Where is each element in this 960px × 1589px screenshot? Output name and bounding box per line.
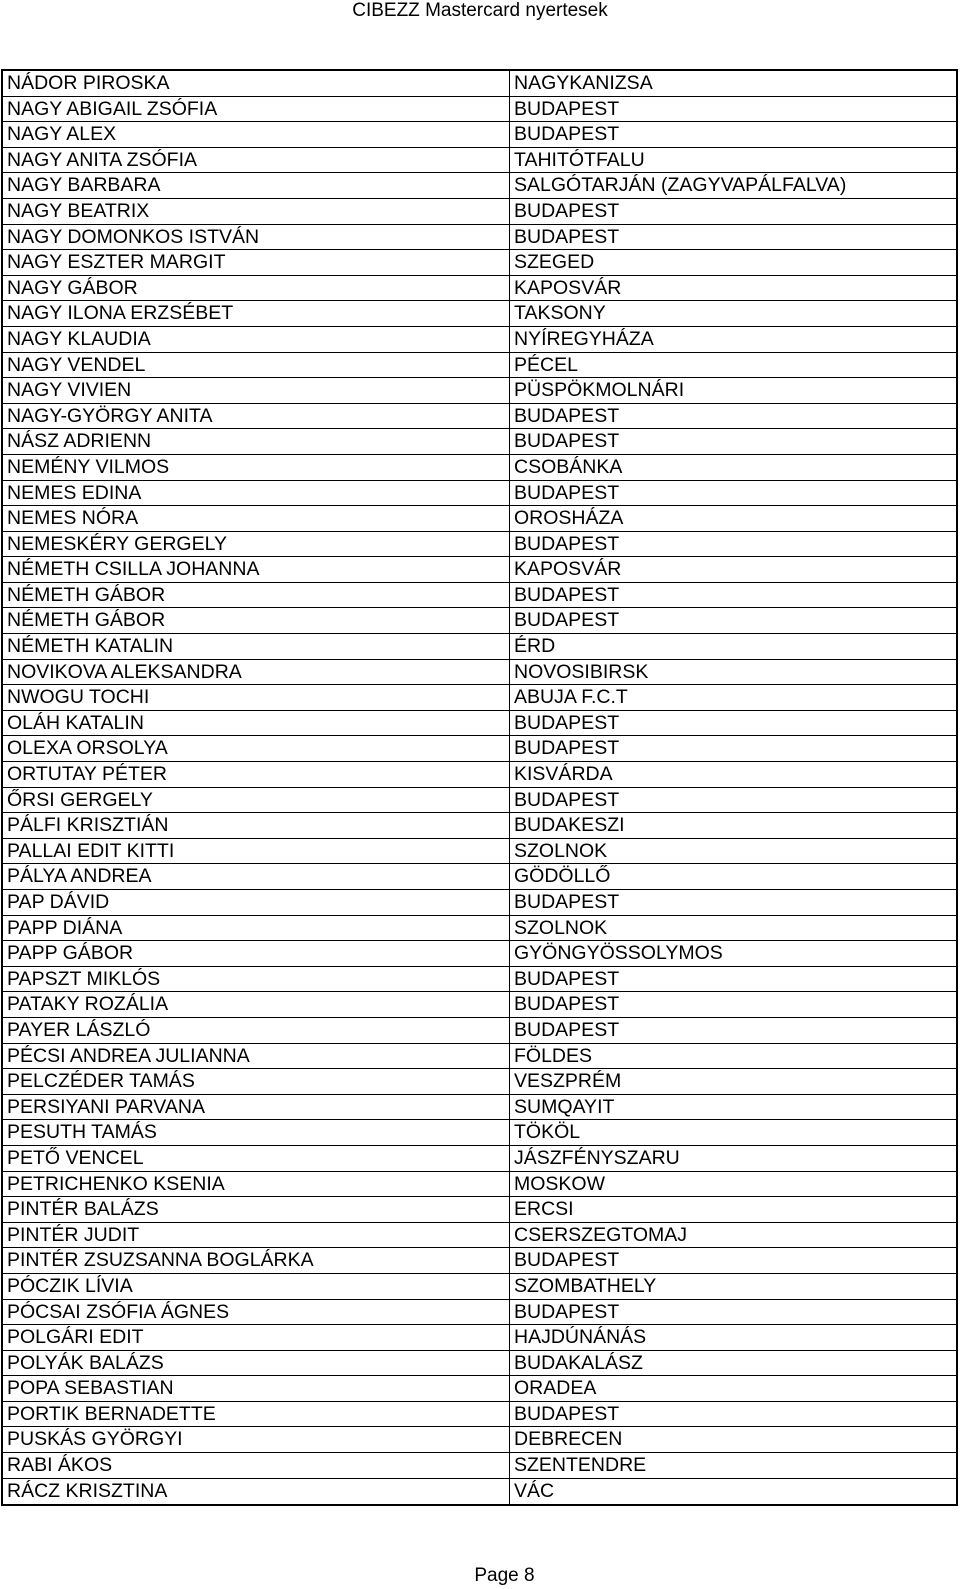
winner-name-cell: PATAKY ROZÁLIA (3, 992, 510, 1017)
winner-city-cell: BUDAPEST (514, 1018, 620, 1041)
table-row (3, 890, 956, 916)
winner-name-cell: OLEXA ORSOLYA (3, 736, 510, 761)
winner-city-cell: BUDAPEST (514, 711, 620, 734)
winner-city-cell: JÁSZFÉNYSZARU (514, 1146, 680, 1169)
winner-name-cell: PERSIYANI PARVANA (3, 1095, 510, 1120)
table-row (3, 992, 956, 1018)
winner-city-cell: BUDAPEST (514, 1300, 620, 1323)
table-row (3, 839, 956, 865)
table-row (3, 1402, 956, 1428)
table-row (3, 608, 956, 634)
table-row (3, 788, 956, 814)
winner-city-cell: BUDAPEST (514, 430, 620, 453)
winner-city-cell: TAHITÓTFALU (514, 148, 645, 171)
table-row (3, 1044, 956, 1070)
winner-name-cell: PETRICHENKO KSENIA (3, 1172, 510, 1197)
winner-name-cell: NAGY DOMONKOS ISTVÁN (3, 225, 510, 250)
winner-name-cell: PALLAI EDIT KITTI (3, 839, 510, 864)
table-row (3, 941, 956, 967)
winner-name-cell: NAGY-GYÖRGY ANITA (3, 404, 510, 429)
winner-name-cell: PÉCSI ANDREA JULIANNA (3, 1044, 510, 1069)
winner-name-cell: PAPSZT MIKLÓS (3, 967, 510, 992)
table-row (3, 967, 956, 993)
winner-name-cell: POLYÁK BALÁZS (3, 1351, 510, 1376)
winner-city-cell: SALGÓTARJÁN (ZAGYVAPÁLFALVA) (514, 174, 847, 197)
winner-name-cell: RÁCZ KRISZTINA (3, 1479, 510, 1505)
winner-name-cell: ORTUTAY PÉTER (3, 762, 510, 787)
table-row (3, 1248, 956, 1274)
winner-city-cell: BUDAPEST (514, 199, 620, 222)
winner-name-cell: NAGY ALEX (3, 122, 510, 147)
table-row (3, 813, 956, 839)
winner-name-cell: PÁLYA ANDREA (3, 864, 510, 889)
table-row (3, 557, 956, 583)
table-row (3, 1018, 956, 1044)
winner-city-cell: HAJDÚNÁNÁS (514, 1326, 647, 1349)
table-row (3, 1197, 956, 1223)
winner-name-cell: PINTÉR JUDIT (3, 1223, 510, 1248)
winner-name-cell: NOVIKOVA ALEKSANDRA (3, 660, 510, 685)
winner-city-cell: DEBRECEN (514, 1428, 623, 1451)
table-row (3, 429, 956, 455)
winner-city-cell: KAPOSVÁR (514, 558, 622, 581)
table-row (3, 1325, 956, 1351)
winner-city-cell: TÖKÖL (514, 1121, 581, 1144)
winner-city-cell: FÖLDES (514, 1044, 593, 1067)
winner-city-cell: BUDAPEST (514, 123, 620, 146)
winner-name-cell: NEMÉNY VILMOS (3, 455, 510, 480)
winner-name-cell: NÉMETH GÁBOR (3, 583, 510, 608)
table-row (3, 1300, 956, 1326)
table-row (3, 1146, 956, 1172)
winner-city-cell: BUDAPEST (514, 481, 620, 504)
winner-name-cell: NÁDOR PIROSKA (3, 71, 510, 96)
table-row (3, 250, 956, 276)
winner-name-cell: OLÁH KATALIN (3, 711, 510, 736)
winner-name-cell: NAGY BARBARA (3, 173, 510, 198)
winner-name-cell: NEMES NÓRA (3, 506, 510, 531)
winner-city-cell: KISVÁRDA (514, 763, 613, 786)
winner-name-cell: RABI ÁKOS (3, 1453, 510, 1478)
winner-city-cell: BUDAPEST (514, 737, 620, 760)
winner-city-cell: PÜSPÖKMOLNÁRI (514, 379, 685, 402)
table-row (3, 455, 956, 481)
winner-city-cell: OROSHÁZA (514, 507, 624, 530)
table-row (3, 199, 956, 225)
table-row (3, 148, 956, 174)
winner-name-cell: NÉMETH GÁBOR (3, 608, 510, 633)
winner-name-cell: PINTÉR ZSUZSANNA BOGLÁRKA (3, 1248, 510, 1273)
winner-name-cell: NEMESKÉRY GERGELY (3, 532, 510, 557)
table-row (3, 736, 956, 762)
winner-name-cell: NAGY BEATRIX (3, 199, 510, 224)
winner-name-cell: NWOGU TOCHI (3, 685, 510, 710)
table-row (3, 864, 956, 890)
table-row (3, 1427, 956, 1453)
winner-name-cell: NAGY ANITA ZSÓFIA (3, 148, 510, 173)
table-row (3, 1479, 956, 1505)
winner-city-cell: VÁC (514, 1479, 555, 1502)
winner-city-cell: PÉCEL (514, 353, 578, 376)
winner-city-cell: SZEGED (514, 251, 595, 274)
winner-name-cell: NAGY ESZTER MARGIT (3, 250, 510, 275)
winner-name-cell: PAPP DIÁNA (3, 916, 510, 941)
winner-name-cell: PAYER LÁSZLÓ (3, 1018, 510, 1043)
winner-city-cell: TAKSONY (514, 302, 606, 325)
table-row (3, 660, 956, 686)
winners-table (1, 69, 958, 1506)
table-row (3, 685, 956, 711)
winner-name-cell: POPA SEBASTIAN (3, 1376, 510, 1401)
winner-city-cell: BUDAPEST (514, 532, 620, 555)
winner-name-cell: NAGY KLAUDIA (3, 327, 510, 352)
winner-name-cell: PUSKÁS GYÖRGYI (3, 1427, 510, 1452)
page-number: Page 8 (474, 1565, 535, 1586)
winner-city-cell: SZOLNOK (514, 839, 608, 862)
table-row (3, 1351, 956, 1377)
winner-city-cell: BUDAPEST (514, 609, 620, 632)
winner-city-cell: BUDAPEST (514, 404, 620, 427)
winner-name-cell: PESUTH TAMÁS (3, 1120, 510, 1145)
winner-city-cell: SZENTENDRE (514, 1454, 647, 1477)
winner-city-cell: KAPOSVÁR (514, 276, 622, 299)
winner-city-cell: SUMQAYIT (514, 1095, 615, 1118)
winner-city-cell: ERCSI (514, 1198, 574, 1221)
winner-city-cell: MOSKOW (514, 1172, 605, 1195)
winner-city-cell: BUDAPEST (514, 225, 620, 248)
table-row (3, 173, 956, 199)
table-row (3, 532, 956, 558)
winner-name-cell: NÉMETH KATALIN (3, 634, 510, 659)
winner-city-cell: BUDAPEST (514, 1402, 620, 1425)
winner-city-cell: SZOLNOK (514, 916, 608, 939)
winner-city-cell: SZOMBATHELY (514, 1274, 657, 1297)
winner-name-cell: PORTIK BERNADETTE (3, 1402, 510, 1427)
winner-name-cell: NÁSZ ADRIENN (3, 429, 510, 454)
winner-name-cell: NAGY GÁBOR (3, 276, 510, 301)
winner-city-cell: BUDAPEST (514, 1249, 620, 1272)
table-row (3, 378, 956, 404)
winner-city-cell: NYÍREGYHÁZA (514, 327, 654, 350)
winner-city-cell: GÖDÖLLŐ (514, 865, 611, 888)
winner-city-cell: CSERSZEGTOMAJ (514, 1223, 687, 1246)
winner-city-cell: NAGYKANIZSA (514, 72, 653, 94)
winner-city-cell: BUDAKESZI (514, 814, 625, 837)
winner-city-cell: VESZPRÉM (514, 1070, 622, 1093)
winner-name-cell: PÓCSAI ZSÓFIA ÁGNES (3, 1300, 510, 1325)
table-row (3, 762, 956, 788)
table-row (3, 353, 956, 379)
winner-city-cell: BUDAPEST (514, 583, 620, 606)
winner-name-cell: NÉMETH CSILLA JOHANNA (3, 557, 510, 582)
winner-name-cell: PÓCZIK LÍVIA (3, 1274, 510, 1299)
table-row (3, 583, 956, 609)
winner-name-cell: PAP DÁVID (3, 890, 510, 915)
page-header: CIBEZZ Mastercard nyertesek (352, 0, 608, 21)
table-row (3, 1453, 956, 1479)
table-row (3, 481, 956, 507)
winner-city-cell: GYÖNGYÖSSOLYMOS (514, 942, 723, 965)
winner-city-cell: BUDAPEST (514, 97, 620, 120)
table-row (3, 1223, 956, 1249)
winner-name-cell: PETŐ VENCEL (3, 1146, 510, 1171)
winner-city-cell: CSOBÁNKA (514, 455, 623, 478)
winner-name-cell: PÁLFI KRISZTIÁN (3, 813, 510, 838)
table-row (3, 327, 956, 353)
table-row (3, 916, 956, 942)
winner-city-cell: BUDAPEST (514, 967, 620, 990)
winner-name-cell: NAGY ILONA ERZSÉBET (3, 301, 510, 326)
table-row (3, 301, 956, 327)
table-row (3, 1376, 956, 1402)
winner-city-cell: NOVOSIBIRSK (514, 660, 649, 683)
winner-city-cell: BUDAPEST (514, 788, 620, 811)
winner-city-cell: BUDAPEST (514, 993, 620, 1016)
table-row (3, 1120, 956, 1146)
table-row (3, 71, 956, 97)
table-row (3, 1274, 956, 1300)
table-row (3, 506, 956, 532)
winner-city-cell: ÉRD (514, 635, 556, 658)
table-row (3, 276, 956, 302)
table-row (3, 1172, 956, 1198)
table-row (3, 97, 956, 123)
winner-name-cell: NAGY VIVIEN (3, 378, 510, 403)
table-row (3, 1095, 956, 1121)
winner-city-cell: ABUJA F.C.T (514, 686, 628, 709)
table-row (3, 404, 956, 430)
winner-name-cell: PAPP GÁBOR (3, 941, 510, 966)
winner-name-cell: PELCZÉDER TAMÁS (3, 1069, 510, 1094)
winner-name-cell: ŐRSI GERGELY (3, 788, 510, 813)
table-row (3, 122, 956, 148)
winner-name-cell: POLGÁRI EDIT (3, 1325, 510, 1350)
table-row (3, 634, 956, 660)
winner-city-cell: BUDAPEST (514, 891, 620, 913)
winner-city-cell: BUDAKALÁSZ (514, 1351, 643, 1374)
winner-name-cell: PINTÉR BALÁZS (3, 1197, 510, 1222)
table-row (3, 225, 956, 251)
winner-city-cell: ORADEA (514, 1377, 597, 1400)
winner-name-cell: NAGY VENDEL (3, 353, 510, 378)
winner-name-cell: NEMES EDINA (3, 481, 510, 506)
table-row (3, 711, 956, 737)
table-row (3, 1069, 956, 1095)
winner-name-cell: NAGY ABIGAIL ZSÓFIA (3, 97, 510, 122)
